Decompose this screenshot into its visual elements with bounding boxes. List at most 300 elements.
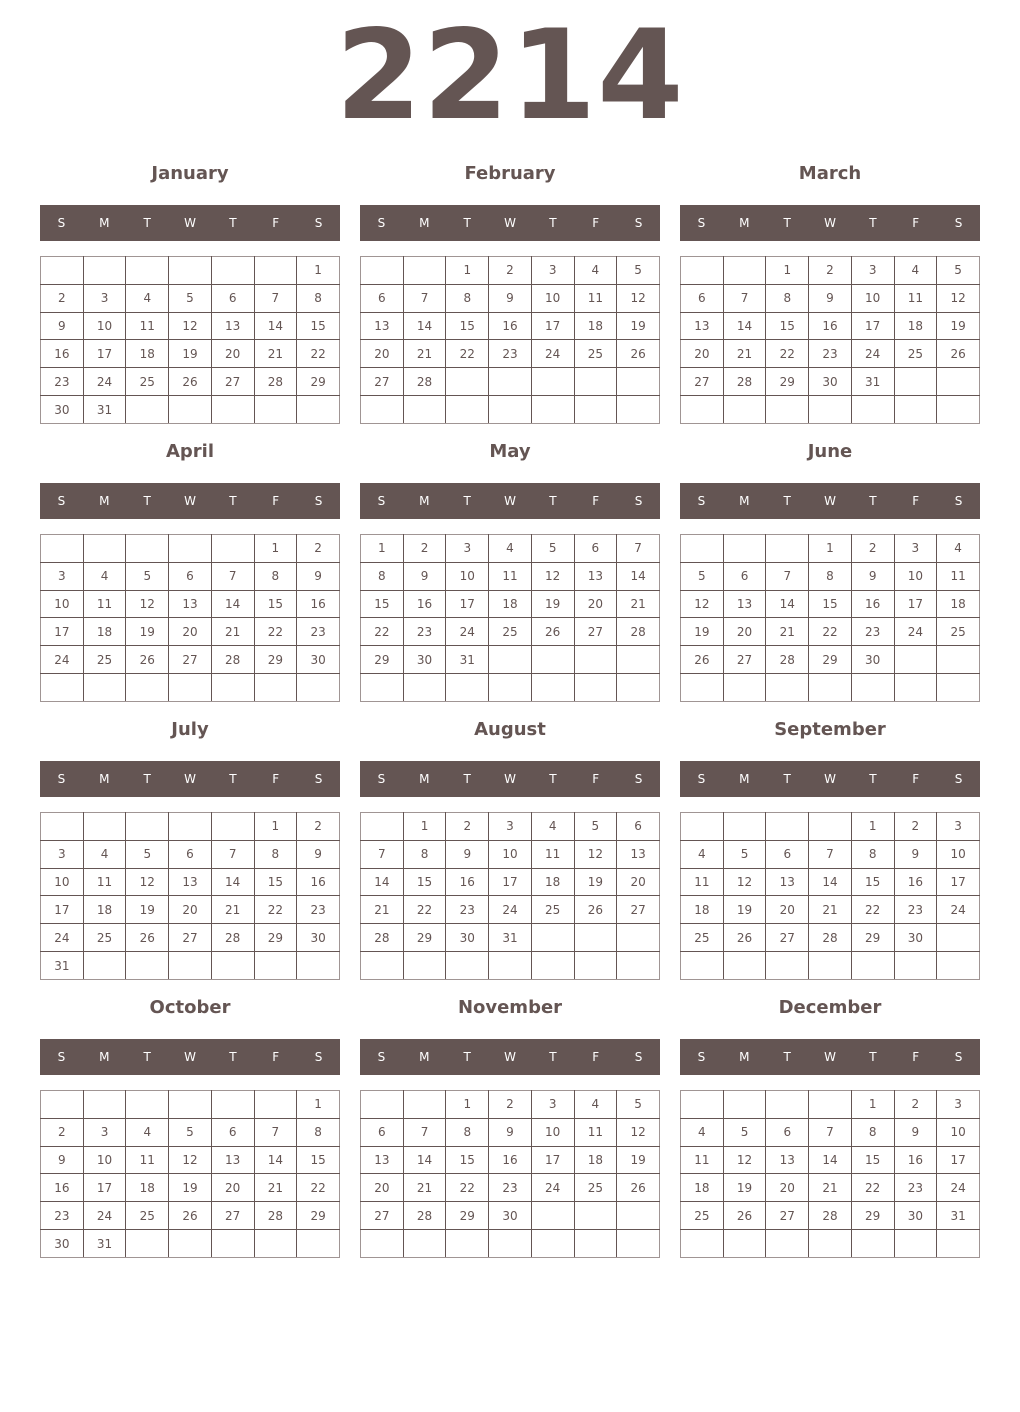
day-cell: 16: [446, 868, 489, 896]
day-cell: 16: [851, 590, 894, 618]
week-row: [41, 257, 340, 285]
weekday-label: T: [463, 216, 471, 230]
day-cell: 5: [531, 535, 574, 563]
day-cell: [574, 924, 617, 952]
weekday-label: F: [592, 494, 600, 508]
week-row: [41, 896, 340, 924]
weekday-label: F: [272, 494, 280, 508]
day-cell: 23: [403, 618, 446, 646]
day-cell: 24: [894, 618, 937, 646]
day-cell: 25: [126, 368, 169, 396]
day-cell: 6: [169, 562, 212, 590]
weekday-label: M: [419, 772, 430, 786]
day-cell: [169, 952, 212, 980]
day-cell: 4: [681, 1118, 724, 1146]
week-row: [361, 896, 660, 924]
day-cell: 19: [169, 340, 212, 368]
day-cell: 13: [211, 1146, 254, 1174]
day-cell: 20: [574, 590, 617, 618]
day-cell: 27: [169, 646, 212, 674]
day-cell: 17: [41, 618, 84, 646]
weekday-label: F: [592, 1050, 600, 1064]
day-cell: 30: [894, 1202, 937, 1230]
day-cell: 17: [489, 868, 532, 896]
day-cell: 3: [937, 1091, 980, 1119]
day-cell: [809, 813, 852, 841]
day-cell: 26: [574, 896, 617, 924]
week-row: [361, 340, 660, 368]
day-cell: 25: [574, 340, 617, 368]
day-cell: 6: [361, 284, 404, 312]
day-cell: 2: [41, 284, 84, 312]
day-cell: [211, 813, 254, 841]
day-cell: 16: [489, 312, 532, 340]
day-cell: 14: [403, 312, 446, 340]
day-cell: 28: [723, 368, 766, 396]
day-cell: [574, 674, 617, 702]
week-row: [41, 1146, 340, 1174]
day-cell: 30: [446, 924, 489, 952]
day-cell: 22: [809, 618, 852, 646]
weekday-label: T: [143, 216, 151, 230]
week-row: [361, 1230, 660, 1258]
weekday-label: W: [504, 216, 516, 230]
weekday-label: T: [783, 1050, 791, 1064]
day-cell: 14: [403, 1146, 446, 1174]
day-cell: 8: [361, 562, 404, 590]
day-cell: 17: [851, 312, 894, 340]
day-cell: 1: [297, 1091, 340, 1119]
day-cell: 14: [211, 590, 254, 618]
weekday-label: M: [739, 1050, 750, 1064]
week-row: [41, 674, 340, 702]
day-cell: 24: [41, 646, 84, 674]
week-row: [681, 535, 980, 563]
day-cell: [937, 952, 980, 980]
day-cell: 9: [809, 284, 852, 312]
weekday-label: T: [549, 494, 557, 508]
day-cell: 11: [126, 312, 169, 340]
week-row: [41, 368, 340, 396]
day-cell: 15: [809, 590, 852, 618]
day-cell: 27: [361, 368, 404, 396]
day-cell: [723, 257, 766, 285]
day-cell: 1: [254, 535, 297, 563]
day-cell: [361, 1091, 404, 1119]
day-cell: [254, 674, 297, 702]
day-cell: 1: [446, 1091, 489, 1119]
day-grid: [40, 534, 340, 702]
weekday-label: T: [463, 772, 471, 786]
day-cell: 31: [489, 924, 532, 952]
day-cell: 29: [297, 1202, 340, 1230]
day-cell: 6: [617, 813, 660, 841]
day-cell: 24: [937, 1174, 980, 1202]
day-cell: 9: [894, 840, 937, 868]
day-cell: 28: [809, 924, 852, 952]
day-cell: 19: [531, 590, 574, 618]
weekday-label: T: [783, 772, 791, 786]
day-cell: 1: [851, 813, 894, 841]
day-cell: 28: [403, 1202, 446, 1230]
day-cell: 20: [211, 340, 254, 368]
day-cell: 29: [766, 368, 809, 396]
week-row: [361, 868, 660, 896]
day-cell: [211, 1230, 254, 1258]
day-grid: [680, 812, 980, 980]
month-title: July: [171, 719, 209, 740]
day-cell: 7: [809, 840, 852, 868]
day-cell: 26: [723, 924, 766, 952]
day-cell: [723, 396, 766, 424]
weekday-label: S: [314, 772, 323, 786]
weekday-header: [40, 483, 340, 519]
day-cell: 30: [297, 646, 340, 674]
week-row: [41, 813, 340, 841]
day-cell: [169, 1230, 212, 1258]
day-cell: 29: [809, 646, 852, 674]
weekday-label: S: [57, 494, 66, 508]
day-cell: 1: [851, 1091, 894, 1119]
day-cell: 5: [681, 562, 724, 590]
day-cell: 10: [937, 1118, 980, 1146]
day-cell: [617, 952, 660, 980]
day-cell: 24: [531, 1174, 574, 1202]
day-cell: 7: [254, 284, 297, 312]
day-cell: 19: [169, 1174, 212, 1202]
weekday-label: S: [377, 772, 386, 786]
day-cell: [254, 1230, 297, 1258]
day-cell: 17: [531, 1146, 574, 1174]
day-grid: [680, 256, 980, 424]
day-cell: 23: [489, 1174, 532, 1202]
day-cell: [403, 1091, 446, 1119]
day-cell: [169, 813, 212, 841]
day-cell: 23: [894, 896, 937, 924]
day-cell: [531, 646, 574, 674]
day-cell: [723, 952, 766, 980]
week-row: [681, 368, 980, 396]
weekday-label: S: [377, 216, 386, 230]
week-row: [681, 868, 980, 896]
day-cell: 25: [531, 896, 574, 924]
week-row: [681, 646, 980, 674]
day-cell: [574, 1230, 617, 1258]
day-cell: 6: [169, 840, 212, 868]
day-cell: 13: [361, 1146, 404, 1174]
day-cell: 20: [169, 618, 212, 646]
day-cell: [723, 813, 766, 841]
day-cell: [894, 646, 937, 674]
weekday-label: M: [99, 1050, 110, 1064]
weekday-label: S: [697, 494, 706, 508]
day-cell: 27: [766, 924, 809, 952]
day-cell: 19: [126, 618, 169, 646]
day-cell: 15: [403, 868, 446, 896]
day-cell: [766, 396, 809, 424]
day-cell: [489, 396, 532, 424]
weekday-label: S: [57, 772, 66, 786]
day-cell: 7: [254, 1118, 297, 1146]
day-cell: 11: [894, 284, 937, 312]
day-cell: [574, 396, 617, 424]
day-cell: 3: [41, 840, 84, 868]
day-cell: [894, 396, 937, 424]
week-row: [681, 1118, 980, 1146]
weekday-label: F: [912, 216, 920, 230]
week-row: [361, 284, 660, 312]
day-cell: [574, 368, 617, 396]
day-cell: 25: [937, 618, 980, 646]
day-cell: 29: [297, 368, 340, 396]
day-cell: 12: [937, 284, 980, 312]
day-cell: 18: [681, 896, 724, 924]
day-cell: 10: [446, 562, 489, 590]
weekday-label: S: [377, 1050, 386, 1064]
day-cell: 4: [531, 813, 574, 841]
day-cell: [403, 674, 446, 702]
day-cell: 3: [894, 535, 937, 563]
day-cell: 22: [254, 618, 297, 646]
week-row: [681, 284, 980, 312]
day-cell: 24: [446, 618, 489, 646]
day-grid: [680, 1090, 980, 1258]
weekday-label: T: [869, 216, 877, 230]
day-cell: 29: [851, 1202, 894, 1230]
month-title: March: [798, 163, 862, 184]
day-cell: 10: [894, 562, 937, 590]
day-cell: 9: [851, 562, 894, 590]
day-cell: 18: [531, 868, 574, 896]
week-row: [681, 562, 980, 590]
day-cell: 14: [809, 868, 852, 896]
day-cell: 7: [766, 562, 809, 590]
day-cell: 12: [126, 868, 169, 896]
day-cell: 21: [254, 1174, 297, 1202]
day-cell: 13: [211, 312, 254, 340]
day-cell: 11: [489, 562, 532, 590]
day-cell: 26: [937, 340, 980, 368]
day-cell: [894, 952, 937, 980]
day-cell: 13: [766, 1146, 809, 1174]
day-cell: 18: [83, 896, 126, 924]
day-cell: [126, 813, 169, 841]
day-cell: 11: [574, 284, 617, 312]
day-cell: 2: [894, 813, 937, 841]
day-cell: 13: [681, 312, 724, 340]
day-cell: 8: [254, 840, 297, 868]
day-cell: 4: [937, 535, 980, 563]
weekday-label: M: [739, 772, 750, 786]
day-cell: [297, 952, 340, 980]
day-cell: 17: [446, 590, 489, 618]
day-cell: [403, 1230, 446, 1258]
day-cell: 14: [617, 562, 660, 590]
day-cell: 30: [809, 368, 852, 396]
day-cell: [446, 674, 489, 702]
day-cell: 24: [83, 368, 126, 396]
week-row: [41, 396, 340, 424]
day-cell: [489, 646, 532, 674]
day-cell: 4: [574, 257, 617, 285]
day-cell: 19: [617, 312, 660, 340]
day-cell: [766, 1091, 809, 1119]
week-row: [41, 1230, 340, 1258]
day-cell: [41, 674, 84, 702]
weekday-label: F: [912, 772, 920, 786]
day-cell: 2: [297, 535, 340, 563]
day-cell: 7: [403, 1118, 446, 1146]
day-cell: 21: [403, 1174, 446, 1202]
week-row: [41, 590, 340, 618]
day-cell: 2: [894, 1091, 937, 1119]
week-row: [681, 1091, 980, 1119]
day-cell: [403, 396, 446, 424]
week-row: [681, 1146, 980, 1174]
day-cell: [83, 813, 126, 841]
day-cell: 11: [126, 1146, 169, 1174]
day-cell: 10: [41, 868, 84, 896]
week-row: [361, 952, 660, 980]
day-cell: 27: [723, 646, 766, 674]
weekday-label: S: [57, 216, 66, 230]
day-cell: [361, 257, 404, 285]
day-cell: [681, 535, 724, 563]
week-row: [681, 1174, 980, 1202]
weekday-label: S: [57, 1050, 66, 1064]
day-cell: 5: [126, 562, 169, 590]
weekday-label: F: [592, 216, 600, 230]
week-row: [361, 1202, 660, 1230]
day-cell: 8: [297, 1118, 340, 1146]
day-cell: 29: [851, 924, 894, 952]
day-cell: 7: [211, 562, 254, 590]
day-cell: [681, 1230, 724, 1258]
weekday-label: M: [99, 216, 110, 230]
day-cell: [489, 674, 532, 702]
day-cell: 29: [403, 924, 446, 952]
day-cell: 13: [361, 312, 404, 340]
day-cell: 22: [254, 896, 297, 924]
month-title: August: [474, 719, 546, 740]
day-cell: 2: [41, 1118, 84, 1146]
day-cell: 8: [403, 840, 446, 868]
day-cell: 1: [297, 257, 340, 285]
day-cell: 30: [489, 1202, 532, 1230]
day-cell: [809, 1230, 852, 1258]
weekday-header: [360, 1039, 660, 1075]
week-row: [361, 618, 660, 646]
day-cell: 25: [894, 340, 937, 368]
day-cell: 3: [531, 257, 574, 285]
week-row: [361, 535, 660, 563]
weekday-label: T: [869, 772, 877, 786]
day-cell: 23: [809, 340, 852, 368]
day-cell: [766, 952, 809, 980]
week-row: [681, 674, 980, 702]
day-cell: 27: [361, 1202, 404, 1230]
day-cell: [297, 674, 340, 702]
day-cell: [766, 535, 809, 563]
day-cell: 20: [617, 868, 660, 896]
day-cell: 25: [681, 1202, 724, 1230]
weekday-label: F: [592, 772, 600, 786]
week-row: [41, 618, 340, 646]
day-cell: 5: [723, 1118, 766, 1146]
day-cell: 21: [361, 896, 404, 924]
day-cell: [617, 1230, 660, 1258]
week-row: [681, 590, 980, 618]
month-title: November: [457, 997, 563, 1018]
week-row: [361, 674, 660, 702]
day-cell: 19: [681, 618, 724, 646]
week-row: [41, 312, 340, 340]
day-cell: 16: [403, 590, 446, 618]
weekday-header: [360, 205, 660, 241]
day-cell: 2: [297, 813, 340, 841]
day-cell: [809, 674, 852, 702]
day-cell: 5: [617, 257, 660, 285]
day-cell: 28: [211, 646, 254, 674]
day-cell: [851, 952, 894, 980]
month-title: October: [149, 997, 231, 1018]
day-cell: [41, 535, 84, 563]
week-row: [361, 1091, 660, 1119]
day-cell: 26: [169, 1202, 212, 1230]
day-cell: 19: [617, 1146, 660, 1174]
day-cell: 4: [83, 562, 126, 590]
day-cell: 3: [531, 1091, 574, 1119]
day-cell: 5: [617, 1091, 660, 1119]
day-cell: [83, 535, 126, 563]
day-cell: [937, 646, 980, 674]
day-cell: 28: [617, 618, 660, 646]
day-cell: 18: [489, 590, 532, 618]
day-cell: 1: [254, 813, 297, 841]
day-cell: [937, 368, 980, 396]
day-cell: [361, 952, 404, 980]
week-row: [361, 1174, 660, 1202]
weekday-label: S: [634, 1050, 643, 1064]
week-row: [361, 368, 660, 396]
weekday-label: M: [99, 494, 110, 508]
day-cell: 15: [766, 312, 809, 340]
weekday-label: M: [99, 772, 110, 786]
day-cell: [169, 396, 212, 424]
day-cell: [41, 813, 84, 841]
day-cell: 29: [254, 646, 297, 674]
day-cell: 19: [937, 312, 980, 340]
weekday-label: W: [184, 216, 196, 230]
weekday-label: S: [697, 1050, 706, 1064]
weekday-label: S: [314, 216, 323, 230]
day-cell: 18: [894, 312, 937, 340]
day-cell: [531, 1230, 574, 1258]
day-cell: 27: [617, 896, 660, 924]
day-cell: 3: [41, 562, 84, 590]
week-row: [361, 840, 660, 868]
day-cell: 12: [169, 312, 212, 340]
day-cell: [211, 674, 254, 702]
weekday-label: T: [229, 494, 237, 508]
month-title: September: [774, 719, 886, 740]
day-cell: [361, 813, 404, 841]
day-cell: 4: [894, 257, 937, 285]
day-cell: 5: [169, 284, 212, 312]
weekday-label: T: [463, 494, 471, 508]
day-cell: [446, 396, 489, 424]
day-cell: 2: [809, 257, 852, 285]
